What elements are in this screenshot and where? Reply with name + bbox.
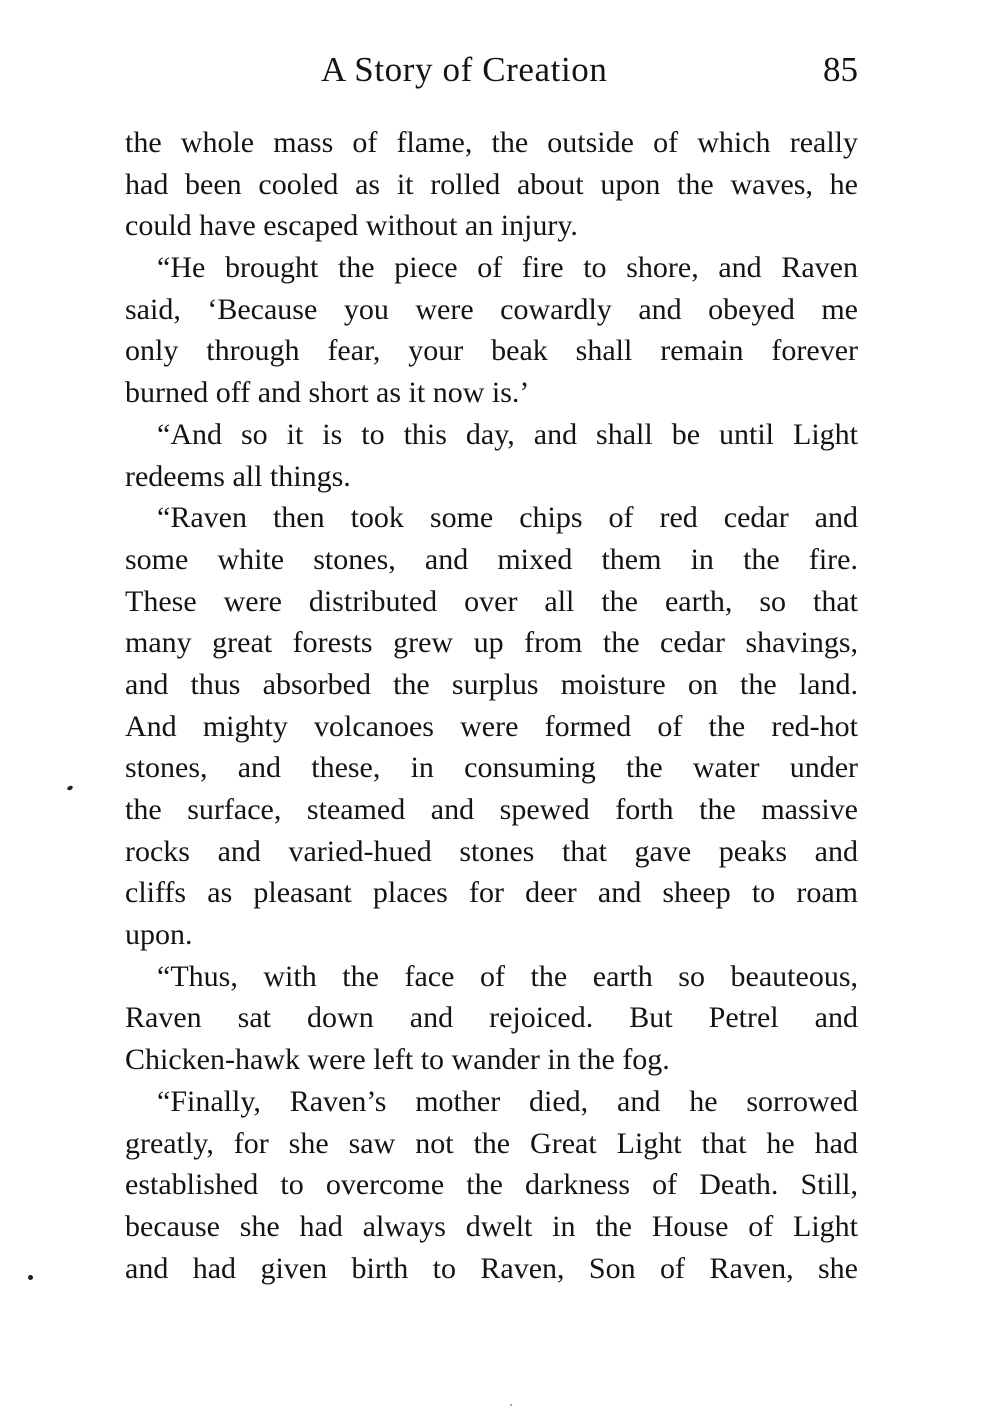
text-line: And mighty volcanoes were formed of the red-hot: [125, 709, 858, 743]
scan-speck: [66, 785, 73, 791]
text-line: Chicken-hawk were left to wander in the fog.: [125, 1043, 670, 1077]
text-line: Raven sat down and rejoiced. But Petrel and: [125, 1001, 858, 1035]
text-line: some white stones, and mixed them in the fire.: [125, 542, 858, 576]
text-line: said, ‘Because you were cowardly and obeyed me: [125, 292, 858, 326]
scan-speck: [28, 1275, 33, 1280]
text-line: had been cooled as it rolled about upon the waves, he: [125, 167, 858, 201]
text-line: redeems all things.: [125, 459, 351, 493]
text-line: only through fear, your beak shall remain forever: [125, 334, 858, 368]
body-text: [125, 122, 858, 1289]
text-line: “Finally, Raven’s mother died, and he sorrowed: [157, 1084, 858, 1118]
text-line: burned off and short as it now is.’: [125, 376, 530, 410]
text-line: many great forests grew up from the cedar shavings,: [125, 626, 858, 660]
text-line: “Thus, with the face of the earth so beauteous,: [157, 959, 858, 993]
text-line: upon.: [125, 918, 193, 952]
text-line: rocks and varied-hued stones that gave peaks and: [125, 834, 858, 868]
text-line: These were distributed over all the earth, so that: [125, 584, 858, 618]
text-line: established to overcome the darkness of Death. Still,: [125, 1168, 858, 1202]
text-line: “Raven then took some chips of red cedar and: [157, 501, 858, 535]
text-line: could have escaped without an injury.: [125, 209, 578, 243]
running-head: [125, 50, 860, 100]
text-line: “He brought the piece of fire to shore, and Raven: [157, 251, 858, 285]
text-line: and had given birth to Raven, Son of Raven, she: [125, 1251, 858, 1285]
text-line: and thus absorbed the surplus moisture on the land.: [125, 667, 858, 701]
text-line: “And so it is to this day, and shall be until Light: [157, 417, 858, 451]
text-line: the whole mass of flame, the outside of which really: [125, 126, 858, 159]
page-number: 85: [823, 50, 858, 89]
text-line: greatly, for she saw not the Great Light that he had: [125, 1126, 858, 1160]
text-line: stones, and these, in consuming the water under: [125, 751, 858, 785]
running-title: A Story of Creation: [321, 50, 608, 89]
text-line: cliffs as pleasant places for deer and sheep to roam: [125, 876, 858, 910]
text-line: because she had always dwelt in the House of Light: [125, 1209, 858, 1243]
text-line: the surface, steamed and spewed forth the massive: [125, 793, 858, 826]
scan-speck: [510, 1404, 512, 1406]
